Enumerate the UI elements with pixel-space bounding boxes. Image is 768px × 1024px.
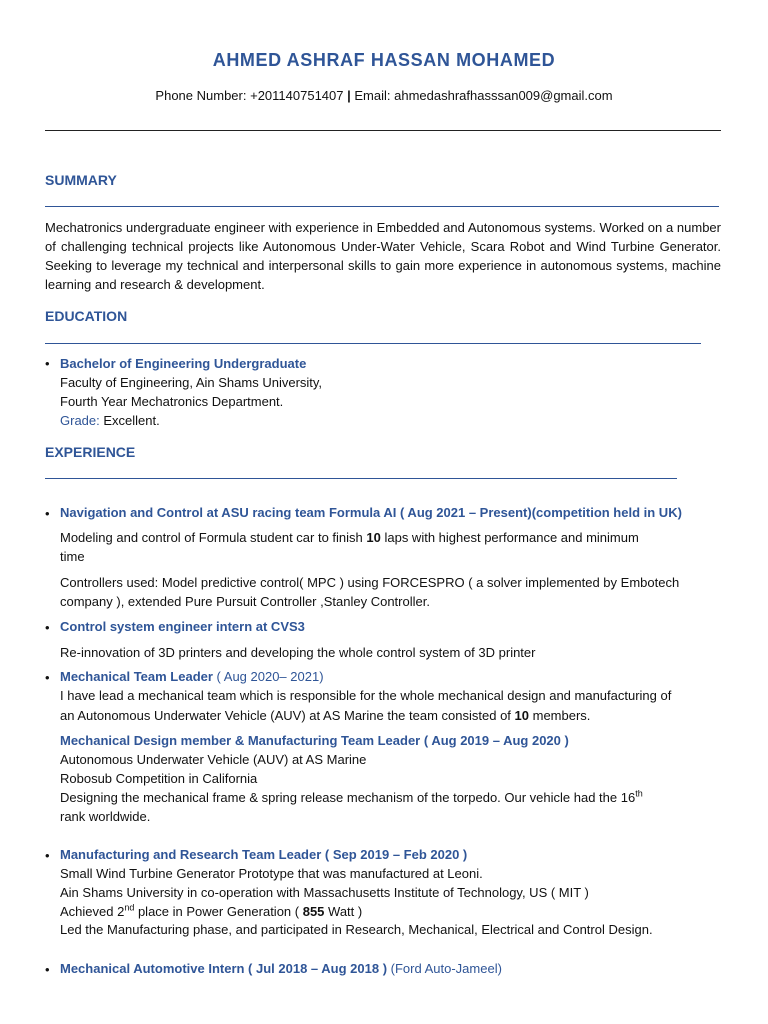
- education-faculty: Faculty of Engineering, Ain Shams University,: [60, 375, 323, 390]
- job4-dates: ( Aug 2019 – Aug 2020 ): [420, 733, 569, 748]
- contact-separator: |: [347, 88, 351, 103]
- phone-label: Phone Number:: [155, 88, 247, 103]
- job3-member-count: 10: [514, 708, 529, 723]
- job3-line2-text: an Autonomous Underwater Vehicle (AUV) at AS Marine the team consisted of: [60, 708, 515, 723]
- education-divider: [45, 343, 701, 344]
- job4-title: [60, 731, 569, 750]
- summary-text: Mechatronics undergraduate engineer with experience in Embedded and Autonomous systems. Worked on a number of challenging technical projects like Autonomous Under-Water Vehicle, Scara Robot and Wind Turbine Generator. Seeking to leverage my technical and interpersonal skills to gain more experience in autonomous systems, machine learning and research & development.: [45, 220, 721, 292]
- job1-laps-count: 10: [366, 530, 381, 545]
- grade-label: Grade:: [60, 413, 100, 428]
- education-grade: [60, 411, 160, 430]
- job5-line3-end: Watt ): [324, 904, 363, 919]
- job5-line3-mid: place in Power Generation (: [134, 904, 303, 919]
- bullet: •: [45, 506, 50, 521]
- experience-heading: EXPERIENCE: [45, 444, 136, 460]
- job4-title-text: Mechanical Design member & Manufacturing Team Leader: [60, 733, 421, 748]
- experience-divider: [45, 478, 677, 479]
- job5-line3-text: Achieved 2: [60, 904, 125, 919]
- job5-place-suffix: nd: [124, 902, 135, 913]
- job1-title: Navigation and Control at ASU racing team Formula AI ( Aug 2021 – Present)(competition held in UK): [60, 505, 682, 520]
- job4-line4: rank worldwide.: [60, 809, 151, 824]
- summary-heading: SUMMARY: [45, 172, 117, 188]
- job3-title-text: Mechanical Team Leader: [60, 669, 213, 684]
- job5-title-text: Manufacturing and Research Team Leader: [60, 847, 322, 862]
- job5-title: [60, 845, 467, 864]
- summary-divider: [45, 206, 719, 207]
- job6-title: [60, 959, 502, 978]
- job4-rank-suffix: th: [635, 788, 643, 799]
- job3-title: [60, 667, 324, 686]
- job6-company: (Ford Auto-Jameel): [387, 961, 502, 976]
- job3-dates: ( Aug 2020– 2021): [212, 669, 324, 684]
- bullet: •: [45, 356, 50, 371]
- job2-title: Control system engineer intern at CVS3: [60, 619, 305, 634]
- education-year: Fourth Year Mechatronics Department.: [60, 394, 284, 409]
- email-address[interactable]: ahmedashrafhasssan009@gmail.com: [394, 88, 613, 103]
- bullet: •: [45, 848, 50, 863]
- job3-line2: [60, 706, 720, 725]
- job5-line1: Small Wind Turbine Generator Prototype that was manufactured at Leoni.: [60, 866, 483, 881]
- job4-line1: Autonomous Underwater Vehicle (AUV) at AS Marine: [60, 752, 367, 767]
- job3-line1: I have lead a mechanical team which is responsible for the whole mechanical design and manufacturing of: [60, 688, 672, 703]
- job1-line3: Controllers used: Model predictive control( MPC ) using FORCESPRO ( a solver implemented by Embotech: [60, 575, 680, 590]
- candidate-name: AHMED ASHRAF HASSAN MOHAMED: [212, 50, 556, 70]
- job1-line2: time: [60, 549, 85, 564]
- header-divider: [45, 130, 721, 131]
- bullet: •: [45, 670, 50, 685]
- job1-line4: company ), extended Pure Pursuit Controller ,Stanley Controller.: [60, 594, 430, 609]
- contact-line: [0, 88, 768, 103]
- job5-line3: [60, 902, 720, 921]
- job5-line4: Led the Manufacturing phase, and participated in Research, Mechanical, Electrical and Control Design.: [60, 922, 653, 937]
- job5-dates: ( Sep 2019 – Feb 2020 ): [321, 847, 468, 862]
- job4-line3: [60, 788, 720, 807]
- email-label: Email:: [354, 88, 391, 103]
- job1-line1-rest: laps with highest performance and minimum: [380, 530, 639, 545]
- job6-dates: ( Jul 2018 – Aug 2018 ): [244, 961, 388, 976]
- job5-power-value: 855: [302, 904, 325, 919]
- education-heading: EDUCATION: [45, 308, 128, 324]
- job4-line2: Robosub Competition in California: [60, 771, 258, 786]
- job1-line1: [60, 528, 720, 547]
- job4-line3-text: Designing the mechanical frame & spring release mechanism of the torpedo. Our vehicle had the 16: [60, 790, 636, 805]
- job2-line1: Re-innovation of 3D printers and developing the whole control system of 3D printer: [60, 645, 536, 660]
- job1-line1-text: Modeling and control of Formula student car to finish: [60, 530, 367, 545]
- grade-value: Excellent.: [103, 413, 160, 428]
- education-degree: Bachelor of Engineering Undergraduate: [60, 356, 307, 371]
- job6-title-text: Mechanical Automotive Intern: [60, 961, 245, 976]
- job3-line2-rest: members.: [529, 708, 591, 723]
- job5-line2: Ain Shams University in co-operation with Massachusetts Institute of Technology, US ( MIT ): [60, 885, 589, 900]
- bullet: •: [45, 962, 50, 977]
- bullet: •: [45, 620, 50, 635]
- phone-number: +201140751407: [250, 88, 344, 103]
